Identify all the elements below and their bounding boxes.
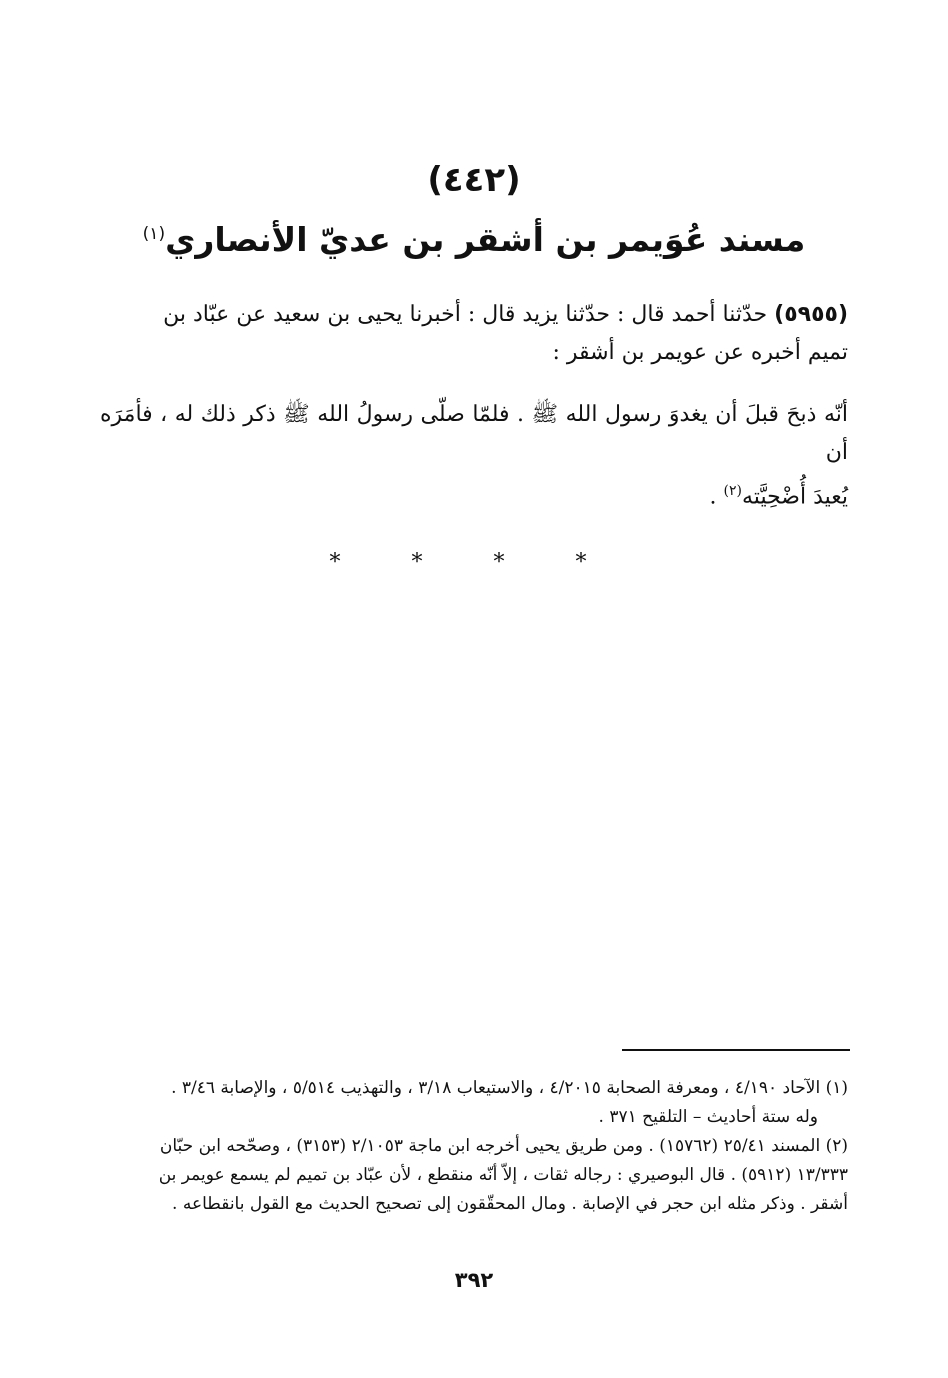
hadith-matn-line-2 [100, 472, 848, 516]
hadith-matn-line-1: أنّه ذبحَ قبلَ أن يغدوَ رسول الله ﷺ . فلمّا صلّى رسولُ الله ﷺ ذكر ذلك له ، فأمَرَه أن [100, 402, 848, 465]
matn-line-2-text: يُعيدَ أُضْحِيَّته [742, 484, 848, 510]
chapter-number: (٤٤٢) [427, 160, 521, 200]
isnad-line-1-text: حدّثنا أحمد قال : حدّثنا يزيد قال : أخبرنا يحيى بن سعيد عن عبّاد بن [163, 302, 768, 327]
footnote-2-line-2: ١٣/٣٣٣ (٥٩١٢) . قال البوصيري : رجاله ثقات ، إلاّ أنّه منقطع ، لأن عبّاد بن تميم لم يسمع عويمر بن [158, 1165, 848, 1185]
hadith-isnad-line-1 [100, 296, 848, 334]
footnote-divider [622, 1049, 850, 1051]
matn-end: . [709, 484, 724, 510]
footnote-1-line-2: وله ستة أحاديث – التلقيح ٣٧١ . [598, 1107, 818, 1127]
footnote-2-line-3: أشقر . وذكر مثله ابن حجر في الإصابة . ومال المحقّقون إلى تصحيح الحديث مع القول بانقطاعه . [172, 1194, 848, 1214]
musnad-title-text: مسند عُوَيمر بن أشقر بن عديّ الأنصاري [165, 220, 806, 259]
hadith-matn [100, 396, 848, 516]
footnotes [100, 1074, 848, 1219]
hadith-isnad-line-2: تميم أخبره عن عويمر بن أشقر : [552, 340, 848, 365]
title-footnote-ref: (١) [142, 224, 166, 244]
hadith-isnad [100, 296, 848, 372]
hadith-number: (٥٩٥٥) [774, 302, 848, 327]
matn-footnote-ref: (٢) [723, 483, 743, 499]
footnote-1-line-1: (١) الآحاد ٤/١٩٠ ، ومعرفة الصحابة ٤/٢٠١٥ ، والاستيعاب ٣/١٨ ، والتهذيب ٥/٥١٤ ، والإصابة ٣/٤٦ . [171, 1078, 848, 1098]
musnad-title [0, 220, 948, 259]
section-separator: * * * * [329, 550, 619, 575]
footnote-2-line-1: (٢) المسند ٢٥/٤١ (١٥٧٦٢) . ومن طريق يحيى أخرجه ابن ماجة ٢/١٠٥٣ (٣١٥٣) ، وصحّحه ابن حبّان [159, 1136, 848, 1156]
page-number: ٣٩٢ [454, 1268, 494, 1292]
